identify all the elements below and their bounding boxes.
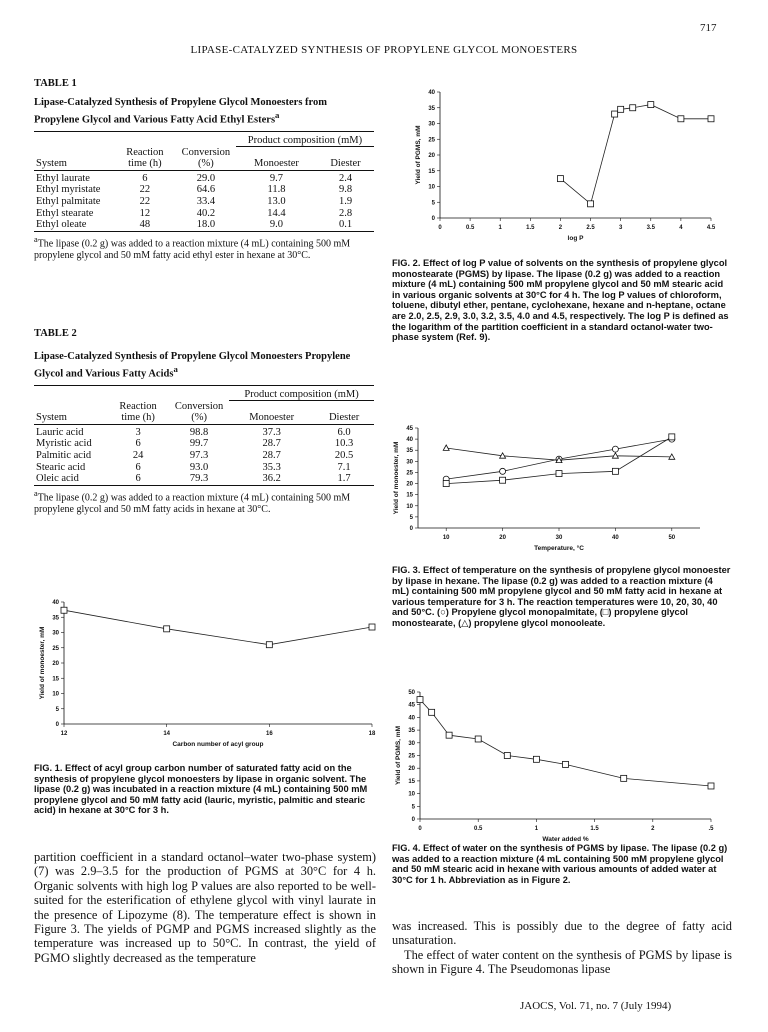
y-tick-label: 10 xyxy=(52,691,59,698)
table-row xyxy=(34,438,374,450)
table2-col-monoester: Monoester xyxy=(249,412,295,424)
table-cell: Palmitic acid xyxy=(36,449,92,461)
y-tick-label: 35 xyxy=(408,728,415,735)
table-cell: 0.1 xyxy=(338,219,353,231)
y-tick-label: 45 xyxy=(406,426,413,432)
table2-block xyxy=(34,328,374,515)
table-row xyxy=(34,208,374,220)
table-cell: 6.0 xyxy=(337,426,351,438)
x-tick-label: 3 xyxy=(618,225,623,231)
table-cell: 28.7 xyxy=(262,449,281,461)
table-cell: Lauric acid xyxy=(36,426,84,438)
data-point-square xyxy=(429,709,435,715)
table-cell: 29.0 xyxy=(196,172,216,184)
data-point-square xyxy=(588,201,594,207)
y-tick-label: 15 xyxy=(408,778,415,785)
x-tick-label: 14 xyxy=(163,731,171,737)
table-cell: 6 xyxy=(135,438,141,450)
data-point-circle xyxy=(500,468,506,474)
x-tick-label: 0 xyxy=(438,225,442,231)
data-point-square xyxy=(678,116,684,122)
data-point-square xyxy=(443,481,449,487)
series-line-1 xyxy=(560,105,711,204)
table-cell: Ethyl myristate xyxy=(36,184,101,196)
y-tick-label: 35 xyxy=(52,615,59,622)
y-tick-label: 30 xyxy=(52,630,59,637)
table-cell: Ethyl stearate xyxy=(36,207,94,219)
y-axis-label: Yield of PGMS, mM xyxy=(395,726,402,785)
table2-col-system: System xyxy=(36,412,67,424)
table-row xyxy=(34,424,374,438)
table2-label: TABLE 2 xyxy=(34,328,77,339)
y-tick-label: 15 xyxy=(428,168,435,175)
y-tick-label: 0 xyxy=(409,526,413,532)
x-axis-label: Temperature, °C xyxy=(534,545,584,552)
table-cell: 48 xyxy=(139,219,151,231)
y-tick-label: 30 xyxy=(428,121,435,128)
table-cell: 22 xyxy=(139,184,151,196)
table2-col-conversion: Conversion (%) xyxy=(174,400,224,424)
table1-block xyxy=(34,78,374,261)
y-tick-label: 5 xyxy=(431,200,435,207)
table-cell: 93.0 xyxy=(189,461,209,473)
table-cell: 6 xyxy=(135,461,141,473)
table-cell: 37.3 xyxy=(262,426,281,438)
table-cell: 1.9 xyxy=(338,195,353,207)
table-row xyxy=(34,184,374,196)
fig4-chart xyxy=(390,684,725,843)
table2-col-diester: Diester xyxy=(328,412,360,424)
data-point-square xyxy=(669,434,675,440)
data-point-square xyxy=(475,736,481,742)
y-tick-label: 30 xyxy=(408,740,415,747)
y-tick-label: 20 xyxy=(408,766,415,773)
body-right-column xyxy=(392,919,732,977)
table1-col-conversion: Conversion (%) xyxy=(181,146,231,170)
table-row xyxy=(34,196,374,208)
table-cell: 64.6 xyxy=(196,184,216,196)
journal-footer: JAOCS, Vol. 71, no. 7 (July 1994) xyxy=(520,1000,672,1012)
y-tick-label: 40 xyxy=(428,90,435,96)
table1-col-monoester: Monoester xyxy=(254,158,299,170)
table2-product-header: Product composition (mM) xyxy=(229,385,374,401)
data-point-triangle xyxy=(443,445,449,450)
table-cell: 28.7 xyxy=(262,438,281,450)
x-tick-label: 50 xyxy=(668,535,676,541)
y-axis-label: Yield of monoester, mM xyxy=(39,626,46,700)
y-tick-label: 35 xyxy=(406,448,413,455)
table-cell: 40.2 xyxy=(196,207,216,219)
y-tick-label: 20 xyxy=(52,661,59,667)
table-cell: 13.0 xyxy=(267,195,286,207)
x-axis-label: Carbon number of acyl group xyxy=(172,741,264,748)
data-point-square xyxy=(533,756,539,762)
y-tick-label: 10 xyxy=(428,184,435,191)
y-tick-label: 20 xyxy=(406,481,413,488)
y-tick-label: 15 xyxy=(52,676,59,683)
data-point-square xyxy=(708,783,714,789)
x-tick-label: 4.5 xyxy=(706,225,716,231)
y-axis-label: Yield of monoester, mM xyxy=(393,441,400,515)
body-right-paragraph-1: was increased. This is possibly due to the degree of fatty acid unsaturation. xyxy=(392,919,732,948)
y-tick-label: 10 xyxy=(408,791,415,798)
y-tick-label: 40 xyxy=(52,600,59,606)
table1-title: Lipase-Catalyzed Synthesis of Propylene Glycol Monoesters from Propylene Glycol and Various Fatty Acid Ethyl Esters$^a$ xyxy=(34,97,328,126)
table-cell: 97.3 xyxy=(189,449,209,461)
table-cell: 14.4 xyxy=(267,207,286,219)
table-cell: Ethyl palmitate xyxy=(36,195,101,207)
table-row xyxy=(34,450,374,462)
data-point-square xyxy=(164,626,170,632)
data-point-square xyxy=(621,775,627,781)
page-number: 717 xyxy=(700,22,717,34)
table-cell: 7.1 xyxy=(337,461,351,473)
x-tick-label: 30 xyxy=(555,535,563,541)
table-cell: 11.8 xyxy=(267,184,286,196)
x-tick-label: 1 xyxy=(534,826,539,832)
table-cell: Oleic acid xyxy=(36,473,79,485)
y-tick-label: 15 xyxy=(406,492,413,499)
table-cell: 9.0 xyxy=(269,219,284,231)
y-axis-label: Yield of PGMS, mM xyxy=(415,125,422,185)
table-cell: 10.3 xyxy=(334,438,354,450)
x-tick-label: 3.5 xyxy=(646,225,655,231)
table2 xyxy=(34,385,374,486)
table1 xyxy=(34,131,374,232)
table-cell: 6 xyxy=(142,172,148,184)
table1-footnote: $^a$The lipase (0.2 g) was added to a reaction mixture (4 mL) containing 500 mM propylene glycol and 50 mM fatty acid ethyl ester in hexane at 30°C. xyxy=(34,234,351,261)
fig3-chart xyxy=(390,398,725,558)
data-point-square xyxy=(618,106,624,112)
table-cell: 1.7 xyxy=(337,473,351,485)
table-cell: 79.3 xyxy=(189,473,209,485)
x-tick-label: 1 xyxy=(498,225,502,231)
data-point-square xyxy=(369,624,375,630)
table-cell: 18.0 xyxy=(196,219,216,231)
table1-label: TABLE 1 xyxy=(34,78,77,89)
table-row xyxy=(34,462,374,474)
table-cell: Ethyl laurate xyxy=(36,172,90,184)
table-cell: 3 xyxy=(135,426,141,438)
x-tick-label: .5 xyxy=(708,826,714,832)
data-point-square xyxy=(612,468,618,474)
data-point-square xyxy=(500,477,506,483)
table-cell: 9.7 xyxy=(269,172,284,184)
series-line-1 xyxy=(420,700,711,786)
x-axis-label: log P xyxy=(567,235,584,242)
y-tick-label: 10 xyxy=(406,503,413,510)
y-tick-label: 5 xyxy=(409,514,413,521)
y-tick-label: 25 xyxy=(408,753,415,760)
data-point-square xyxy=(612,111,618,117)
x-tick-label: 1.5 xyxy=(526,225,535,231)
y-tick-label: 0 xyxy=(431,216,435,222)
table-cell: Stearic acid xyxy=(36,461,86,473)
x-tick-label: 2.5 xyxy=(586,225,595,231)
table-cell: Myristic acid xyxy=(36,438,92,450)
x-tick-label: 16 xyxy=(265,731,273,737)
x-tick-label: 2 xyxy=(558,225,563,231)
data-point-square xyxy=(556,471,562,477)
data-point-square xyxy=(648,102,654,108)
body-left-column: partition coefficient in a standard octanol–water two-phase system) (7) was 2.9–3.5 for the production of PGMS at 30°C for 4 h. Organic solvents with high log P values are also reported to be well-suited for the esterification of ethylene glycol with vinyl laurate in the presence of Lipozyme (8). The temperature effect is shown in Figure 3. The yields of PGMP and PGMS increased slightly as the temperature was increased up to 50°C. In contrast, the yield of PGMO slightly decreased as the temperature xyxy=(34,850,376,965)
fig4-caption: FIG. 4. Effect of water on the synthesis of PGMS by lipase. The lipase (0.2 g) was added to a reaction mixture (4 mL containing 500 mM propylene glycol and 50 mM stearic acid in hexane with various amounts of added water at 30°C for 1 h. Abbreviation as in Figure 2. xyxy=(392,843,728,885)
fig2-caption: FIG. 2. Effect of log P value of solvents on the synthesis of propylene glycol monostearate (PGMS) by lipase. The lipase (0.2 g) was added to a reaction mixture (4 mL) containing 500 mM propylene glycol and 50 mM stearic acid in various organic solvents at 30°C for 4 h. The log P values of chloroform, toluene, dibutyl ether, pentane, cyclohexane, hexane and n-heptane, octane are 2.0, 2.5, 2.9, 3.0, 3.2, 3.5, 4.0 and 4.5, respectively. The log P is defined as the logarithm of the partition coefficient in a standard octanol-water two-phase system (Ref. 9). xyxy=(392,258,729,343)
x-tick-label: 0.5 xyxy=(465,225,475,231)
data-point-circle xyxy=(612,446,618,452)
data-point-square xyxy=(266,642,272,648)
table1-product-header: Product composition (mM) xyxy=(236,131,374,147)
y-tick-label: 45 xyxy=(408,702,415,709)
x-tick-label: 40 xyxy=(612,535,619,541)
data-point-square xyxy=(446,732,452,738)
table-cell: 20.5 xyxy=(334,449,354,461)
table-cell: 9.8 xyxy=(338,184,353,196)
fig3-caption: FIG. 3. Effect of temperature on the synthesis of propylene glycol monoester by lipase in hexane. The lipase (0.2 g) was added to a reaction mixture (4 mL) containing 500 mM propylene glycol and 50 mM fatty acid in hexane at various temperature for 3 h. The reaction temperatures were 10, 20, 30, 40 and 50°C. (○) Propylene glycol monopalmitate, (□) propylene glycol monostearate, (△) propylene glycol monooleate. xyxy=(392,565,731,628)
x-tick-label: 0.5 xyxy=(474,826,483,832)
y-tick-label: 20 xyxy=(428,153,435,159)
y-tick-label: 0 xyxy=(55,722,59,728)
x-tick-label: 20 xyxy=(499,535,506,541)
table-cell: 2.8 xyxy=(338,207,353,219)
y-tick-label: 40 xyxy=(406,437,413,444)
y-tick-label: 5 xyxy=(55,706,59,713)
table-row xyxy=(34,473,374,485)
y-tick-label: 25 xyxy=(406,470,413,477)
table1-header-row xyxy=(34,147,374,171)
x-tick-label: 0 xyxy=(418,826,422,832)
y-tick-label: 25 xyxy=(52,645,59,652)
y-tick-label: 50 xyxy=(408,690,415,696)
table-cell: 6 xyxy=(135,473,141,485)
table-cell: 2.4 xyxy=(338,172,353,184)
table-row xyxy=(34,170,374,184)
data-point-square xyxy=(61,607,67,613)
table2-footnote: $^a$The lipase (0.2 g) was added to a reaction mixture (4 mL) containing 500 mM propylene glycol and 50 mM fatty acids in hexane at 30°C. xyxy=(34,488,351,515)
data-point-square xyxy=(563,761,569,767)
body-right-paragraph-2: The effect of water content on the synthesis of PGMS by lipase is shown in Figure 4. The Pseudomonas lipase xyxy=(392,947,732,977)
y-tick-label: 25 xyxy=(428,137,435,144)
x-tick-label: 18 xyxy=(368,731,376,737)
table-cell: 99.7 xyxy=(189,438,209,450)
table1-col-diester: Diester xyxy=(330,158,361,170)
table-cell: 24 xyxy=(132,449,144,461)
y-tick-label: 5 xyxy=(411,804,415,811)
data-point-square xyxy=(557,176,563,182)
table2-header-row xyxy=(34,401,374,425)
data-point-square xyxy=(417,697,423,703)
table-cell: 12 xyxy=(139,207,151,219)
table-cell: 22 xyxy=(139,195,151,207)
table-cell: Ethyl oleate xyxy=(36,219,87,231)
fig2-chart xyxy=(390,82,725,250)
x-axis-label: Water added % xyxy=(542,836,589,843)
x-tick-label: 1.5 xyxy=(590,826,599,832)
data-point-square xyxy=(630,105,636,111)
table-cell: 98.8 xyxy=(189,426,209,438)
table-cell: 36.2 xyxy=(262,473,281,485)
x-tick-label: 2 xyxy=(651,826,655,832)
table1-col-system: System xyxy=(36,158,67,170)
x-tick-label: 10 xyxy=(442,535,450,541)
data-point-square xyxy=(504,753,510,759)
table1-col-time: Reaction time (h) xyxy=(126,146,164,170)
x-tick-label: 4 xyxy=(679,225,683,231)
running-head: LIPASE-CATALYZED SYNTHESIS OF PROPYLENE GLYCOL MONOESTERS xyxy=(190,44,578,56)
y-tick-label: 30 xyxy=(406,459,413,466)
y-tick-label: 35 xyxy=(428,105,435,112)
y-tick-label: 40 xyxy=(408,715,415,722)
fig1-caption: FIG. 1. Effect of acyl group carbon number of saturated fatty acid on the synthesis of propylene glycol monoesters by lipase in organic solvent. The lipase (0.2 g) was incubated in a reaction mixture (4 mL) containing 500 mM propylene glycol and 50 mM fatty acid (lauric, myristic, palmitic and stearic acid) in hexane at 30°C for 3 h. xyxy=(34,763,368,816)
y-tick-label: 0 xyxy=(411,817,415,823)
table-row xyxy=(34,219,374,231)
table2-col-time: Reaction time (h) xyxy=(119,400,157,424)
table-cell: 33.4 xyxy=(196,195,216,207)
series-line-1 xyxy=(64,610,372,645)
table2-title: Lipase-Catalyzed Synthesis of Propylene Glycol Monoesters Propylene Glycol and Various Fatty Acids$^a$ xyxy=(34,351,351,380)
table-cell: 35.3 xyxy=(262,461,281,473)
fig1-chart xyxy=(34,590,384,760)
data-point-square xyxy=(708,116,714,122)
x-tick-label: 12 xyxy=(60,731,68,737)
